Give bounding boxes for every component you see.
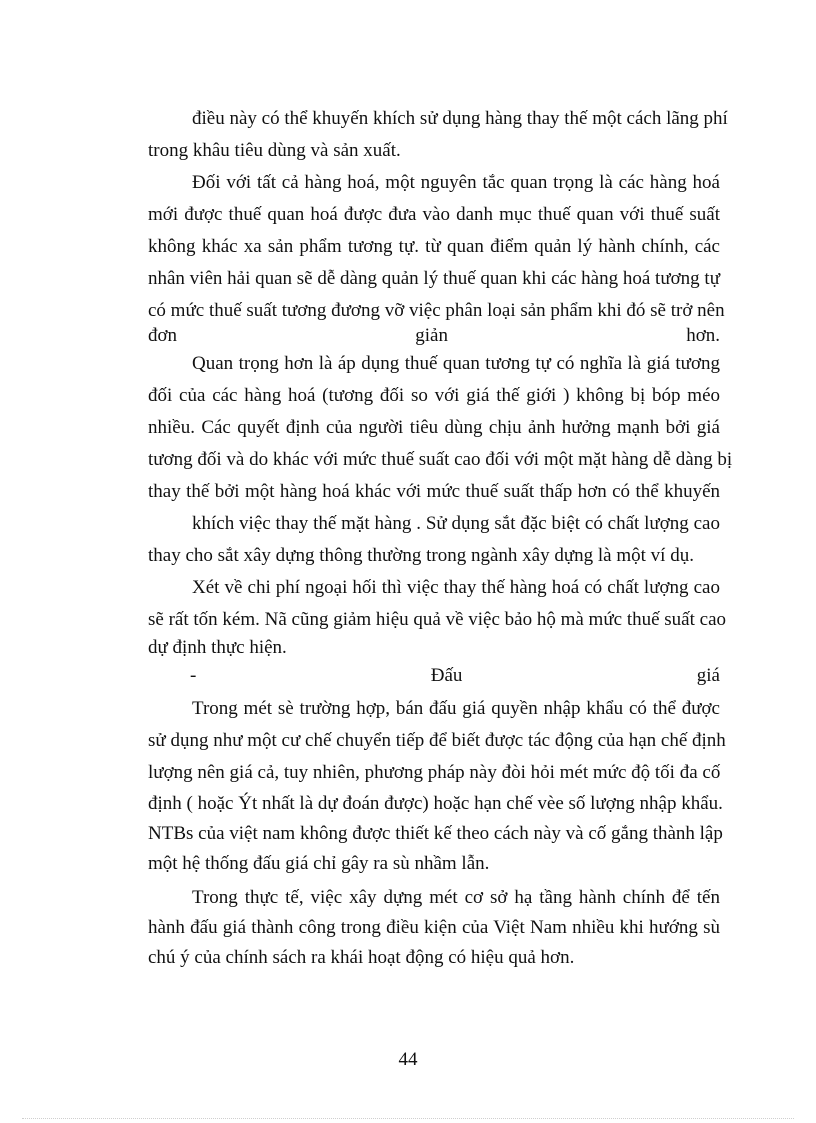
text-line: lượng nên giá cả, tuy nhiên, phương pháp này đòi hỏi mét mức độ tối đa cố	[148, 762, 721, 783]
text-line: NTBs của việt nam không được thiết kế theo cách này và cố gắng thành lập	[148, 823, 723, 844]
text-line: dự định thực hiện.	[148, 637, 287, 658]
text-line: thay thế bởi một hàng hoá khác với mức thuế suất thấp hơn có thể khuyến	[148, 481, 720, 502]
text-line: điều này có thể khuyến khích sử dụng hàng thay thế một cách lãng phí	[192, 108, 728, 129]
text-line: một hệ thống đấu giá chỉ gây ra sù nhầm lẫn.	[148, 853, 490, 874]
paragraph-start-line: Đối với tất cả hàng hoá, một nguyên tắc quan trọng là các hàng hoá	[192, 172, 720, 193]
text-line: trong khâu tiêu dùng và sản xuất.	[148, 140, 401, 161]
text-line: khích việc thay thế mặt hàng . Sử dụng sắt đặc biệt có chất lượng cao	[192, 513, 720, 534]
paragraph-start-line: Trong mét sè trường hợp, bán đấu giá quyền nhập khẩu có thể được	[192, 698, 720, 719]
text-line: tương đối và do khác với mức thuế suất cao đối với một mặt hàng dễ dàng bị	[148, 449, 733, 470]
text-line-spread: đơn giản hơn.	[148, 325, 720, 346]
text-line: định ( hoặc Ýt nhất là dự đoán được) hoặc hạn chế vèe số lượng nhập khẩu.	[148, 793, 723, 814]
text-line: sử dụng như một cư chế chuyển tiếp để biết được tác động của hạn chế định	[148, 730, 726, 751]
text-line: mới được thuế quan hoá được đưa vào danh mục thuế quan với thuế suất	[148, 204, 720, 225]
section-heading: - Đấu giá	[190, 665, 720, 686]
text-line: sẽ rất tốn kém. Nã cũng giảm hiệu quả về việc bảo hộ mà mức thuế suất cao	[148, 609, 726, 630]
text-line: nhiều. Các quyết định của người tiêu dùng chịu ảnh hưởng mạnh bởi giá	[148, 417, 720, 438]
text-line: hành đấu giá thành công trong điều kiện của Việt Nam nhiều khi hướng sù	[148, 917, 720, 938]
text-line: có mức thuế suất tương đương vỡ việc phân loại sản phẩm khi đó sẽ trở nên	[148, 300, 725, 321]
paragraph-start-line: Trong thực tế, việc xây dựng mét cơ sở hạ tầng hành chính để tến	[192, 887, 720, 908]
text-line: thay cho sắt xây dựng thông thường trong ngành xây dựng là một ví dụ.	[148, 545, 694, 566]
page-number: 44	[398, 1049, 418, 1070]
paragraph-start-line: Xét về chi phí ngoại hối thì việc thay thế hàng hoá có chất lượng cao	[192, 577, 720, 598]
text-line: không khác xa sản phẩm tương tự. từ quan điểm quản lý hành chính, các	[148, 236, 720, 257]
text-line: nhân viên hải quan sẽ dễ dàng quản lý thuế quan khi các hàng hoá tương tự	[148, 268, 720, 289]
page-bottom-border	[22, 1118, 794, 1119]
text-line: đối của các hàng hoá (tương đối so với giá thế giới ) không bị bóp méo	[148, 385, 720, 406]
text-line: chú ý của chính sách ra khái hoạt động có hiệu quả hơn.	[148, 947, 575, 968]
paragraph-start-line: Quan trọng hơn là áp dụng thuế quan tương tự có nghĩa là giá tương	[192, 353, 720, 374]
